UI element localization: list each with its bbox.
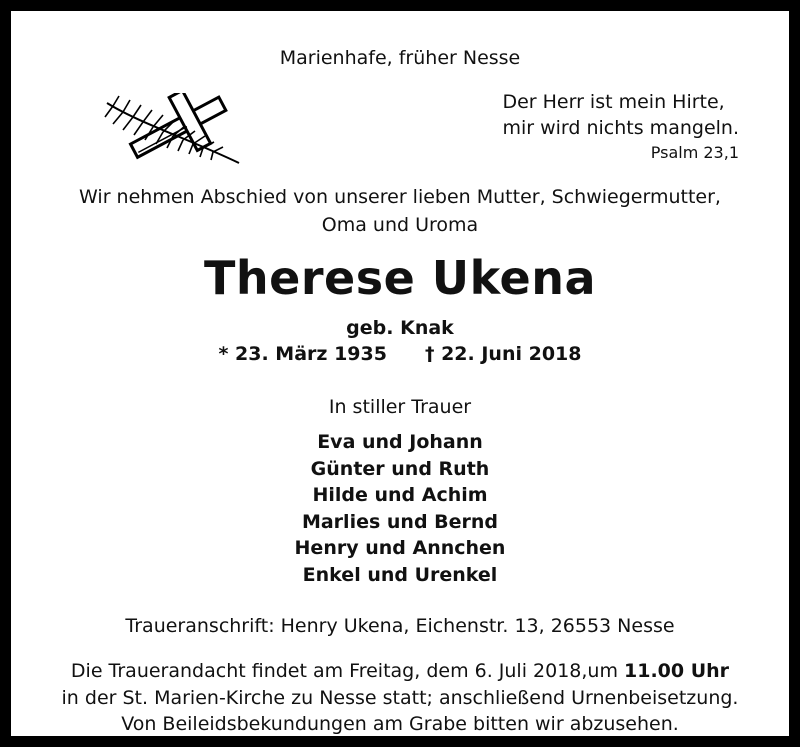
service-info [11, 658, 789, 738]
service-line-2: in der St. Marien-Kirche zu Nesse statt; anschließend Urnenbeisetzung. [61, 686, 739, 709]
cross-palm-icon [99, 93, 249, 167]
life-dates [11, 343, 789, 365]
intro-line: Oma und Uroma [321, 214, 479, 236]
service-line-3: Von Beileidsbekundungen am Grabe bitten wir abzusehen. [121, 713, 679, 735]
family-member: Eva und Johann [317, 431, 483, 453]
family-member: Henry und Annchen [294, 537, 506, 559]
service-line-1 [11, 658, 789, 685]
quote-line: Der Herr ist mein Hirte, [502, 91, 725, 113]
family-member: Günter und Ruth [310, 457, 490, 480]
place-line: Marienhafe, früher Nesse [279, 47, 521, 69]
family-list [11, 429, 789, 588]
family-member: Enkel und Urenkel [302, 563, 498, 586]
quote-source: Psalm 23,1 [650, 143, 739, 162]
maiden-name: geb. Knak [346, 317, 454, 339]
intro-line: Wir nehmen Abschied von unserer lieben Mutter, Schwiegermutter, [79, 186, 721, 208]
service-time: 11.00 Uhr [624, 660, 730, 682]
bible-quote [502, 89, 739, 141]
mourning-label: In stiller Trauer [328, 396, 472, 418]
intro-text [11, 183, 789, 239]
mourning-address: Traueranschrift: Henry Ukena, Eichenstr. 13, 26553 Nesse [125, 615, 675, 637]
quote-line: mir wird nichts mangeln. [502, 117, 739, 139]
service-date: Die Trauerandacht findet am Freitag, dem 6. Juli 2018,um [70, 660, 625, 682]
birth-date: * 23. März 1935 [218, 343, 387, 365]
death-date: † 22. Juni 2018 [424, 343, 582, 365]
family-member: Hilde und Achim [312, 484, 488, 506]
family-member: Marlies und Bernd [301, 510, 499, 533]
deceased-name: Therese Ukena [204, 251, 596, 305]
